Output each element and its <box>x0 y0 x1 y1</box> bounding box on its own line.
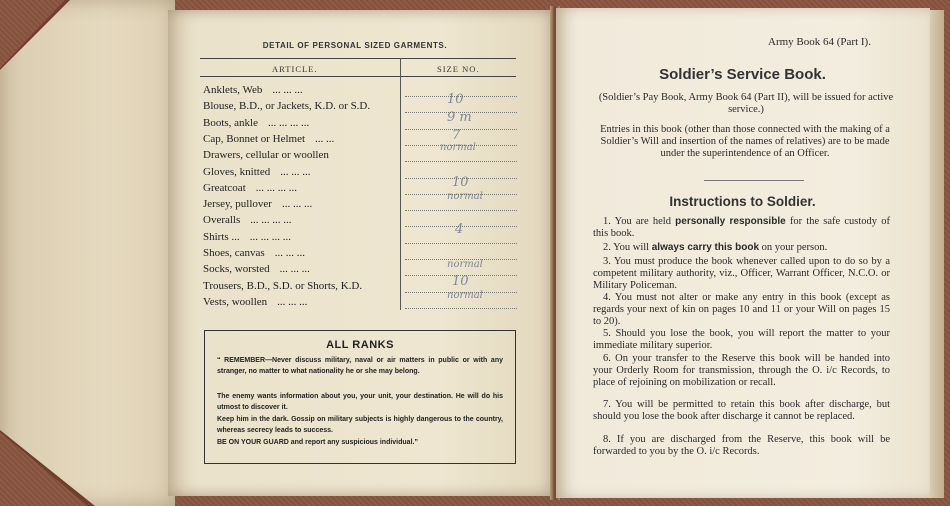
table-header-rule <box>200 76 516 77</box>
leader-dots: ... ... ... ... <box>250 214 292 226</box>
size-entry-line <box>405 243 517 244</box>
size-entry-line <box>405 129 517 130</box>
notice-paragraph: Keep him in the dark. Gossip on military subjects is highly dangerous to the country, whereas secrecy leads to success. <box>217 416 503 434</box>
handwritten-size: 10 <box>447 92 464 107</box>
garment-article: Drawers, cellular or woollen <box>203 149 329 161</box>
page-edges <box>930 10 944 498</box>
instruction-8: 8. If you are discharged from the Reserve, this book will be forwarded to you by the O. i/c Records. <box>593 434 890 457</box>
garment-article: Vests, woollen <box>203 296 268 308</box>
handwritten-size: 10 <box>452 175 469 190</box>
col-header-size: SIZE NO. <box>437 64 480 74</box>
handwritten-size: 4 <box>455 222 464 237</box>
garment-article: Shoes, canvas <box>203 247 265 259</box>
garment-row <box>203 100 370 112</box>
garment-row <box>203 182 297 194</box>
garment-article: Jersey, pullover <box>203 198 272 210</box>
garment-article: Cap, Bonnet or Helmet <box>203 133 306 145</box>
leader-dots: ... ... ... <box>274 247 305 259</box>
garment-row <box>203 231 291 243</box>
instruction-3: 3. You must produce the book whenever called upon to do so by a competent military authority, viz., Officer, Warrant Officer, N.C.O. or Military Policeman. <box>593 256 890 291</box>
handwritten-size: normal <box>447 259 483 270</box>
column-divider <box>400 58 401 310</box>
leader-dots: ... ... ... ... <box>268 117 310 129</box>
leader-dots: ... ... ... <box>281 198 313 210</box>
garment-row <box>203 280 362 292</box>
size-entry-line <box>405 161 517 162</box>
size-entry-line <box>405 308 517 309</box>
notice-paragraph: “ REMEMBER—Never discuss military, naval or air matters in public or with any stranger, no matter to what nationality he or she may belong. <box>217 357 503 375</box>
notice-paragraph: The enemy wants information about you, your unit, your destination. He will do his utmost to discover it. <box>217 393 503 411</box>
garment-row <box>203 133 334 145</box>
garment-article: Blouse, B.D., or Jackets, K.D. or S.D. <box>203 100 371 112</box>
garment-row <box>203 263 310 275</box>
leader-dots: ... ... <box>315 133 335 145</box>
entries-note: Entries in this book (other than those connected with the making of a Soldier’s Will and insertion of the names of relatives) are to be made under the superintendence of an Officer. <box>600 124 890 159</box>
notice-paragraph: BE ON YOUR GUARD and report any suspicious individual.” <box>217 439 418 446</box>
garment-article: Greatcoat <box>203 182 246 194</box>
garment-row <box>203 198 312 210</box>
garment-row <box>203 247 305 259</box>
garment-row <box>203 149 329 161</box>
leader-dots: ... ... ... ... <box>249 231 291 243</box>
instruction-2: 2. You will always carry this book on your person. <box>603 242 828 253</box>
garment-row <box>203 296 307 308</box>
garments-title: DETAIL OF PERSONAL SIZED GARMENTS. <box>262 41 448 50</box>
garment-row <box>203 166 310 178</box>
garment-row <box>203 84 303 96</box>
garment-article: Trousers, B.D., S.D. or Shorts, K.D. <box>203 280 363 292</box>
leader-dots: ... ... ... ... <box>255 182 297 194</box>
subtitle: (Soldier’s Pay Book, Army Book 64 (Part II), will be issued for active service.) <box>598 92 894 115</box>
table-top-rule <box>200 58 516 59</box>
handwritten-size: 9 m <box>447 110 472 125</box>
leader-dots: ... ... ... <box>277 296 308 308</box>
instruction-1: 1. You are held personally responsible for the safe custody of this book. <box>593 216 890 239</box>
handwritten-size: normal <box>447 191 483 202</box>
garment-article: Anklets, Web <box>203 84 263 96</box>
all-ranks-notice <box>204 330 516 464</box>
leader-dots: ... ... ... <box>280 166 311 178</box>
instruction-5: 5. Should you lose the book, you will report the matter to your immediate military superior. <box>593 328 890 351</box>
divider-rule <box>704 180 804 181</box>
instruction-6: 6. On your transfer to the Reserve this book will be handed into your Orderly Room for transmission, through the O. i/c Records, to place of rejoining on mobilization or recall. <box>593 353 890 388</box>
garment-article: Boots, ankle <box>203 117 258 129</box>
garment-article: Socks, worsted <box>203 263 270 275</box>
cover-flap <box>0 0 175 506</box>
size-entry-line <box>405 210 517 211</box>
garment-article: Gloves, knitted <box>203 166 271 178</box>
leader-dots: ... ... ... <box>279 263 310 275</box>
garment-row <box>203 117 309 129</box>
instruction-7: 7. You will be permitted to retain this book after discharge, but should you lose the book after discharge it cannot be replaced. <box>593 399 890 422</box>
handwritten-size: normal <box>447 290 483 301</box>
instruction-4: 4. You must not alter or make any entry in this book (except as regards your next of kin on pages 10 and 11 or your Will on pages 15 to 20). <box>593 292 890 327</box>
garment-article: Overalls <box>203 214 241 226</box>
handwritten-size: normal <box>440 142 476 153</box>
army-book-number: Army Book 64 (Part I). <box>768 36 871 48</box>
garment-article: Shirts ... <box>203 231 240 243</box>
handwritten-size: 10 <box>452 274 469 289</box>
handwritten-size: 7 <box>452 128 461 143</box>
col-header-article: ARTICLE. <box>272 64 318 74</box>
all-ranks-title: ALL RANKS <box>326 339 394 351</box>
leader-dots: ... ... ... <box>272 84 303 96</box>
garment-row <box>203 214 292 226</box>
instructions-title: Instructions to Soldier. <box>669 194 816 209</box>
page-title: Soldier’s Service Book. <box>659 66 826 83</box>
